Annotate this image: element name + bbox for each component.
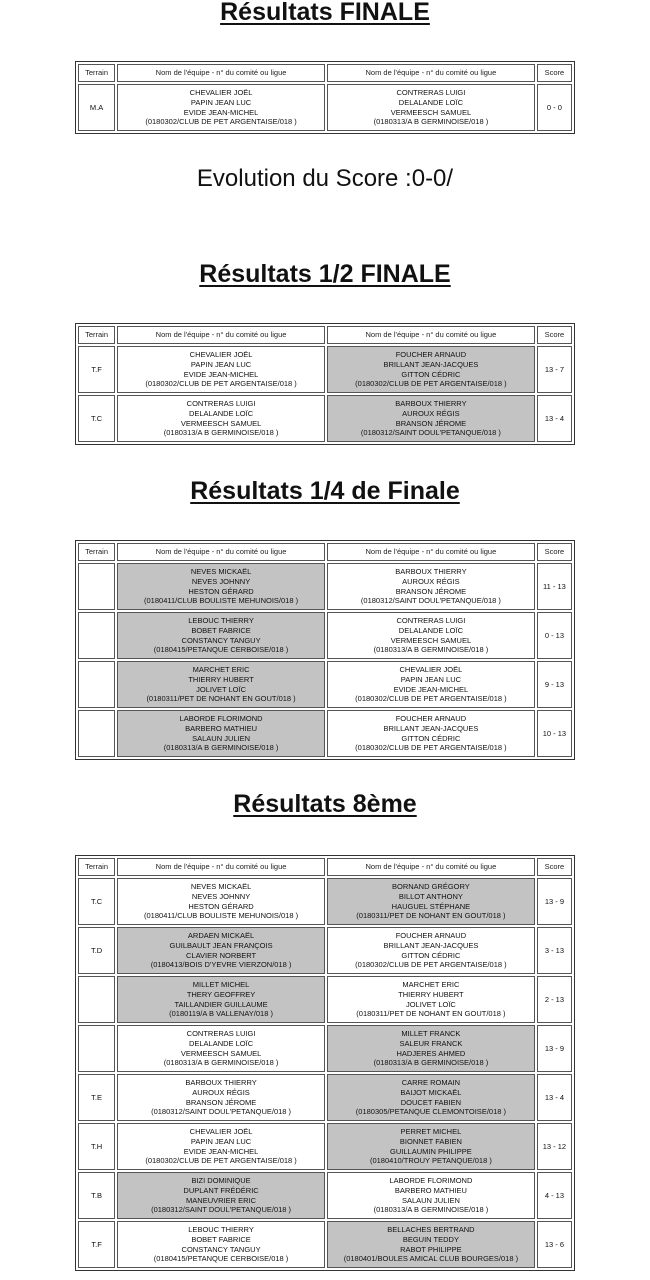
match-row <box>78 1025 572 1072</box>
player-name: LEBOUC THIERRY <box>188 1225 254 1235</box>
huitieme-title: Résultats 8ème <box>233 790 417 818</box>
score-cell: 10 - 13 <box>537 710 572 757</box>
player-name: BEGUIN TEDDY <box>402 1234 459 1244</box>
team2-cell <box>327 1074 535 1121</box>
player-name: BIZI DOMINIQUE <box>191 1176 251 1186</box>
team2-cell <box>327 1172 535 1219</box>
player-name: AUROUX RÉGIS <box>402 408 460 418</box>
player-name: MANEUVRIER ERIC <box>186 1195 257 1205</box>
match-row <box>78 927 572 974</box>
player-name: BARBERO MATHIEU <box>394 1185 467 1195</box>
terrain-cell: T.E <box>78 1074 115 1121</box>
team2-cell <box>327 1221 535 1268</box>
club-line: (0180411/CLUB BOULISTE MEHUNOIS/018 ) <box>144 911 299 921</box>
player-name: SALAUN JULIEN <box>401 1195 460 1205</box>
player-name: CONSTANCY TANGUY <box>181 1244 261 1254</box>
player-name: CHEVALIER JOËL <box>399 665 463 675</box>
club-line: (0180311/PET DE NOHANT EN GOUT/018 ) <box>146 694 296 704</box>
team1-cell <box>117 563 325 610</box>
terrain-cell: T.F <box>78 346 115 393</box>
finale-table <box>75 61 575 134</box>
team2-cell <box>327 710 535 757</box>
player-name: FOUCHER ARNAUD <box>395 714 467 724</box>
player-name: BRANSON JÉROME <box>185 1097 257 1107</box>
terrain-cell: T.D <box>78 927 115 974</box>
match-row <box>78 710 572 757</box>
team1-header: Nom de l'équipe - n° du comité ou ligue <box>117 64 325 82</box>
club-line: (0180415/PETANQUE CERBOISE/018 ) <box>153 1254 289 1264</box>
club-line: (0180119/A B VALLENAY/018 ) <box>169 1009 273 1019</box>
terrain-header: Terrain <box>78 858 115 876</box>
score-header: Score <box>537 64 572 82</box>
player-name: BRILLANT JEAN-JACQUES <box>383 723 479 733</box>
team1-cell <box>117 878 325 925</box>
player-name: MARCHET ERIC <box>192 665 250 675</box>
player-name: PAPIN JEAN LUC <box>190 97 252 107</box>
team1-cell <box>117 710 325 757</box>
player-name: CHEVALIER JOËL <box>189 88 253 98</box>
player-name: JOLIVET LOÏC <box>405 999 456 1009</box>
terrain-cell: M.A <box>78 84 115 131</box>
score-cell: 13 - 9 <box>537 1025 572 1072</box>
player-name: GUILBAULT JEAN FRANÇOIS <box>169 940 273 950</box>
player-name: SALEUR FRANCK <box>399 1038 463 1048</box>
club-line: (0180302/CLUB DE PET ARGENTAISE/018 ) <box>355 694 507 704</box>
score-cell: 4 - 13 <box>537 1172 572 1219</box>
player-name: BRILLANT JEAN-JACQUES <box>383 359 479 369</box>
team2-cell <box>327 878 535 925</box>
player-name: BARBOUX THIERRY <box>395 567 467 577</box>
player-name: LABORDE FLORIMOND <box>179 714 263 724</box>
club-line: (0180305/PETANQUE CLEMONTOISE/018 ) <box>355 1107 506 1117</box>
club-line: (0180311/PET DE NOHANT EN GOUT/018 ) <box>356 911 506 921</box>
club-line: (0180313/A B GERMINOISE/018 ) <box>373 117 489 127</box>
player-name: GITTON CÉDRIC <box>401 369 461 379</box>
player-name: HAUGUEL STÉPHANE <box>391 901 471 911</box>
team1-cell <box>117 612 325 659</box>
terrain-cell: T.H <box>78 1123 115 1170</box>
terrain-header: Terrain <box>78 64 115 82</box>
player-name: EVIDE JEAN-MICHEL <box>393 684 469 694</box>
score-cell: 0 - 13 <box>537 612 572 659</box>
player-name: EVIDE JEAN-MICHEL <box>183 107 259 117</box>
match-row <box>78 1074 572 1121</box>
club-line: (0180302/CLUB DE PET ARGENTAISE/018 ) <box>355 743 507 753</box>
team1-header: Nom de l'équipe - n° du comité ou ligue <box>117 543 325 561</box>
finale-title: Résultats FINALE <box>220 0 430 26</box>
team1-cell <box>117 1221 325 1268</box>
player-name: BRILLANT JEAN-JACQUES <box>383 940 479 950</box>
match-row <box>78 84 572 131</box>
player-name: BARBOUX THIERRY <box>185 1078 257 1088</box>
match-row <box>78 395 572 442</box>
player-name: CONTRERAS LUIGI <box>396 616 466 626</box>
player-name: CONTRERAS LUIGI <box>186 399 256 409</box>
player-name: MARCHET ERIC <box>402 980 460 990</box>
player-name: MILLET FRANCK <box>401 1029 461 1039</box>
player-name: DELALANDE LOÏC <box>398 97 463 107</box>
player-name: NEVES MICKAËL <box>190 567 252 577</box>
player-name: PAPIN JEAN LUC <box>190 1136 252 1146</box>
match-row <box>78 878 572 925</box>
terrain-header: Terrain <box>78 543 115 561</box>
player-name: DUPLANT FRÉDÉRIC <box>183 1185 259 1195</box>
team1-header: Nom de l'équipe - n° du comité ou ligue <box>117 858 325 876</box>
terrain-cell: T.C <box>78 395 115 442</box>
player-name: CONTRERAS LUIGI <box>396 88 466 98</box>
club-line: (0180415/PETANQUE CERBOISE/018 ) <box>153 645 289 655</box>
team1-cell <box>117 84 325 131</box>
player-name: VERMEESCH SAMUEL <box>390 635 472 645</box>
club-line: (0180302/CLUB DE PET ARGENTAISE/018 ) <box>145 117 297 127</box>
terrain-cell <box>78 563 115 610</box>
player-name: BRANSON JÉROME <box>395 586 467 596</box>
player-name: DELALANDE LOÏC <box>188 1038 254 1048</box>
club-line: (0180313/A B GERMINOISE/018 ) <box>373 1058 489 1068</box>
header-row <box>78 858 572 876</box>
team1-cell <box>117 1025 325 1072</box>
player-name: BAIJOT MICKAËL <box>400 1087 462 1097</box>
club-line: (0180413/BOIS D'YEVRE VIERZON/018 ) <box>150 960 292 970</box>
player-name: LABORDE FLORIMOND <box>389 1176 473 1186</box>
score-header: Score <box>537 326 572 344</box>
score-cell: 13 - 6 <box>537 1221 572 1268</box>
terrain-cell <box>78 1025 115 1072</box>
player-name: CHEVALIER JOËL <box>189 1127 253 1137</box>
header-row <box>78 543 572 561</box>
team2-header: Nom de l'équipe - n° du comité ou ligue <box>327 543 535 561</box>
player-name: BIONNET FABIEN <box>399 1136 462 1146</box>
club-line: (0180302/CLUB DE PET ARGENTAISE/018 ) <box>145 379 297 389</box>
player-name: EVIDE JEAN-MICHEL <box>183 1146 259 1156</box>
player-name: THIERRY HUBERT <box>188 674 254 684</box>
player-name: BOBET FABRICE <box>191 625 251 635</box>
player-name: VERMEESCH SAMUEL <box>180 1048 262 1058</box>
match-row <box>78 563 572 610</box>
team1-cell <box>117 976 325 1023</box>
player-name: MILLET MICHEL <box>192 980 250 990</box>
team1-cell <box>117 395 325 442</box>
team2-cell <box>327 612 535 659</box>
terrain-cell: T.B <box>78 1172 115 1219</box>
player-name: NEVES JOHNNY <box>191 891 251 901</box>
score-cell: 9 - 13 <box>537 661 572 708</box>
club-line: (0180313/A B GERMINOISE/018 ) <box>163 1058 279 1068</box>
club-line: (0180313/A B GERMINOISE/018 ) <box>373 1205 489 1215</box>
match-row <box>78 1123 572 1170</box>
score-cell: 11 - 13 <box>537 563 572 610</box>
player-name: RABOT PHILIPPE <box>400 1244 462 1254</box>
player-name: BORNAND GRÉGORY <box>392 882 470 892</box>
header-row <box>78 326 572 344</box>
match-row <box>78 1172 572 1219</box>
match-row <box>78 661 572 708</box>
terrain-cell <box>78 661 115 708</box>
score-cell: 13 - 9 <box>537 878 572 925</box>
club-line: (0180312/SAINT DOUL'PETANQUE/018 ) <box>151 1205 292 1215</box>
terrain-cell <box>78 710 115 757</box>
score-header: Score <box>537 858 572 876</box>
club-line: (0180312/SAINT DOUL'PETANQUE/018 ) <box>151 1107 292 1117</box>
player-name: JOLIVET LOÏC <box>196 684 246 694</box>
player-name: BELLACHES BERTRAND <box>387 1225 475 1235</box>
match-row <box>78 612 572 659</box>
player-name: PAPIN JEAN LUC <box>190 359 252 369</box>
player-name: NEVES MICKAËL <box>190 882 252 892</box>
player-name: DOUCET FABIEN <box>400 1097 462 1107</box>
quart-finale-title: Résultats 1/4 de Finale <box>190 477 460 505</box>
player-name: BILLOT ANTHONY <box>398 891 463 901</box>
player-name: FOUCHER ARNAUD <box>395 931 467 941</box>
team1-cell <box>117 1074 325 1121</box>
player-name: AUROUX RÉGIS <box>402 576 460 586</box>
player-name: BRANSON JÉROME <box>395 418 467 428</box>
player-name: SALAUN JULIEN <box>192 733 251 743</box>
player-name: HESTON GÉRARD <box>188 901 254 911</box>
player-name: LEBOUC THIERRY <box>188 616 254 626</box>
score-cell: 0 - 0 <box>537 84 572 131</box>
team1-cell <box>117 927 325 974</box>
team2-header: Nom de l'équipe - n° du comité ou ligue <box>327 64 535 82</box>
score-cell: 13 - 12 <box>537 1123 572 1170</box>
club-line: (0180401/BOULES AMICAL CLUB BOURGES/018 ) <box>343 1254 519 1264</box>
match-row <box>78 976 572 1023</box>
player-name: GITTON CÉDRIC <box>401 950 461 960</box>
team2-header: Nom de l'équipe - n° du comité ou ligue <box>327 326 535 344</box>
player-name: CHEVALIER JOËL <box>189 350 253 360</box>
huitieme-table <box>75 855 575 1271</box>
club-line: (0180312/SAINT DOUL'PETANQUE/018 ) <box>360 596 501 606</box>
score-evolution: Evolution du Score :0-0/ <box>196 165 454 192</box>
score-cell: 13 - 4 <box>537 395 572 442</box>
team2-cell <box>327 84 535 131</box>
score-header: Score <box>537 543 572 561</box>
player-name: DELALANDE LOÏC <box>398 625 463 635</box>
player-name: CONTRERAS LUIGI <box>186 1029 256 1039</box>
match-row <box>78 346 572 393</box>
player-name: BOBET FABRICE <box>191 1234 251 1244</box>
quart-finale-table <box>75 540 575 760</box>
club-line: (0180302/CLUB DE PET ARGENTAISE/018 ) <box>145 1156 297 1166</box>
player-name: CLAVIER NORBERT <box>185 950 257 960</box>
player-name: VERMEESCH SAMUEL <box>390 107 472 117</box>
club-line: (0180312/SAINT DOUL'PETANQUE/018 ) <box>360 428 501 438</box>
team1-cell <box>117 346 325 393</box>
player-name: THERY GEOFFREY <box>186 989 256 999</box>
team2-cell <box>327 1025 535 1072</box>
player-name: EVIDE JEAN-MICHEL <box>183 369 259 379</box>
player-name: CARRE ROMAIN <box>401 1078 461 1088</box>
player-name: HADJERES AHMED <box>396 1048 466 1058</box>
club-line: (0180302/CLUB DE PET ARGENTAISE/018 ) <box>355 379 507 389</box>
score-cell: 13 - 7 <box>537 346 572 393</box>
player-name: GUILLAUMIN PHILIPPE <box>390 1146 472 1156</box>
team2-cell <box>327 927 535 974</box>
club-line: (0180313/A B GERMINOISE/018 ) <box>373 645 489 655</box>
terrain-cell <box>78 612 115 659</box>
team1-header: Nom de l'équipe - n° du comité ou ligue <box>117 326 325 344</box>
player-name: NEVES JOHNNY <box>191 576 251 586</box>
player-name: BARBOUX THIERRY <box>395 399 467 409</box>
terrain-cell: T.C <box>78 878 115 925</box>
player-name: DELALANDE LOÏC <box>188 408 254 418</box>
team1-cell <box>117 1123 325 1170</box>
player-name: PERRET MICHEL <box>400 1127 462 1137</box>
club-line: (0180313/A B GERMINOISE/018 ) <box>163 743 279 753</box>
team2-cell <box>327 346 535 393</box>
player-name: BARBERO MATHIEU <box>185 723 258 733</box>
player-name: VERMEESCH SAMUEL <box>180 418 262 428</box>
demi-finale-title: Résultats 1/2 FINALE <box>199 260 451 288</box>
player-name: ARDAEN MICKAËL <box>187 931 255 941</box>
demi-finale-table <box>75 323 575 445</box>
player-name: THIERRY HUBERT <box>398 989 464 999</box>
team2-cell <box>327 976 535 1023</box>
player-name: PAPIN JEAN LUC <box>400 674 462 684</box>
match-row <box>78 1221 572 1268</box>
team1-cell <box>117 661 325 708</box>
score-cell: 2 - 13 <box>537 976 572 1023</box>
club-line: (0180311/PET DE NOHANT EN GOUT/018 ) <box>356 1009 506 1019</box>
club-line: (0180411/CLUB BOULISTE MEHUNOIS/018 ) <box>144 596 299 606</box>
team2-cell <box>327 1123 535 1170</box>
player-name: FOUCHER ARNAUD <box>395 350 467 360</box>
score-cell: 13 - 4 <box>537 1074 572 1121</box>
club-line: (0180410/TROUY PETANQUE/018 ) <box>369 1156 492 1166</box>
team1-cell <box>117 1172 325 1219</box>
team2-header: Nom de l'équipe - n° du comité ou ligue <box>327 858 535 876</box>
terrain-cell <box>78 976 115 1023</box>
player-name: CONSTANCY TANGUY <box>181 635 261 645</box>
team2-cell <box>327 395 535 442</box>
team2-cell <box>327 661 535 708</box>
club-line: (0180302/CLUB DE PET ARGENTAISE/018 ) <box>355 960 507 970</box>
club-line: (0180313/A B GERMINOISE/018 ) <box>163 428 279 438</box>
score-cell: 3 - 13 <box>537 927 572 974</box>
player-name: AUROUX RÉGIS <box>192 1087 250 1097</box>
player-name: TAILLANDIER GUILLAUME <box>174 999 268 1009</box>
terrain-header: Terrain <box>78 326 115 344</box>
header-row <box>78 64 572 82</box>
terrain-cell: T.F <box>78 1221 115 1268</box>
team2-cell <box>327 563 535 610</box>
player-name: HESTON GÉRARD <box>188 586 254 596</box>
player-name: GITTON CÉDRIC <box>401 733 461 743</box>
